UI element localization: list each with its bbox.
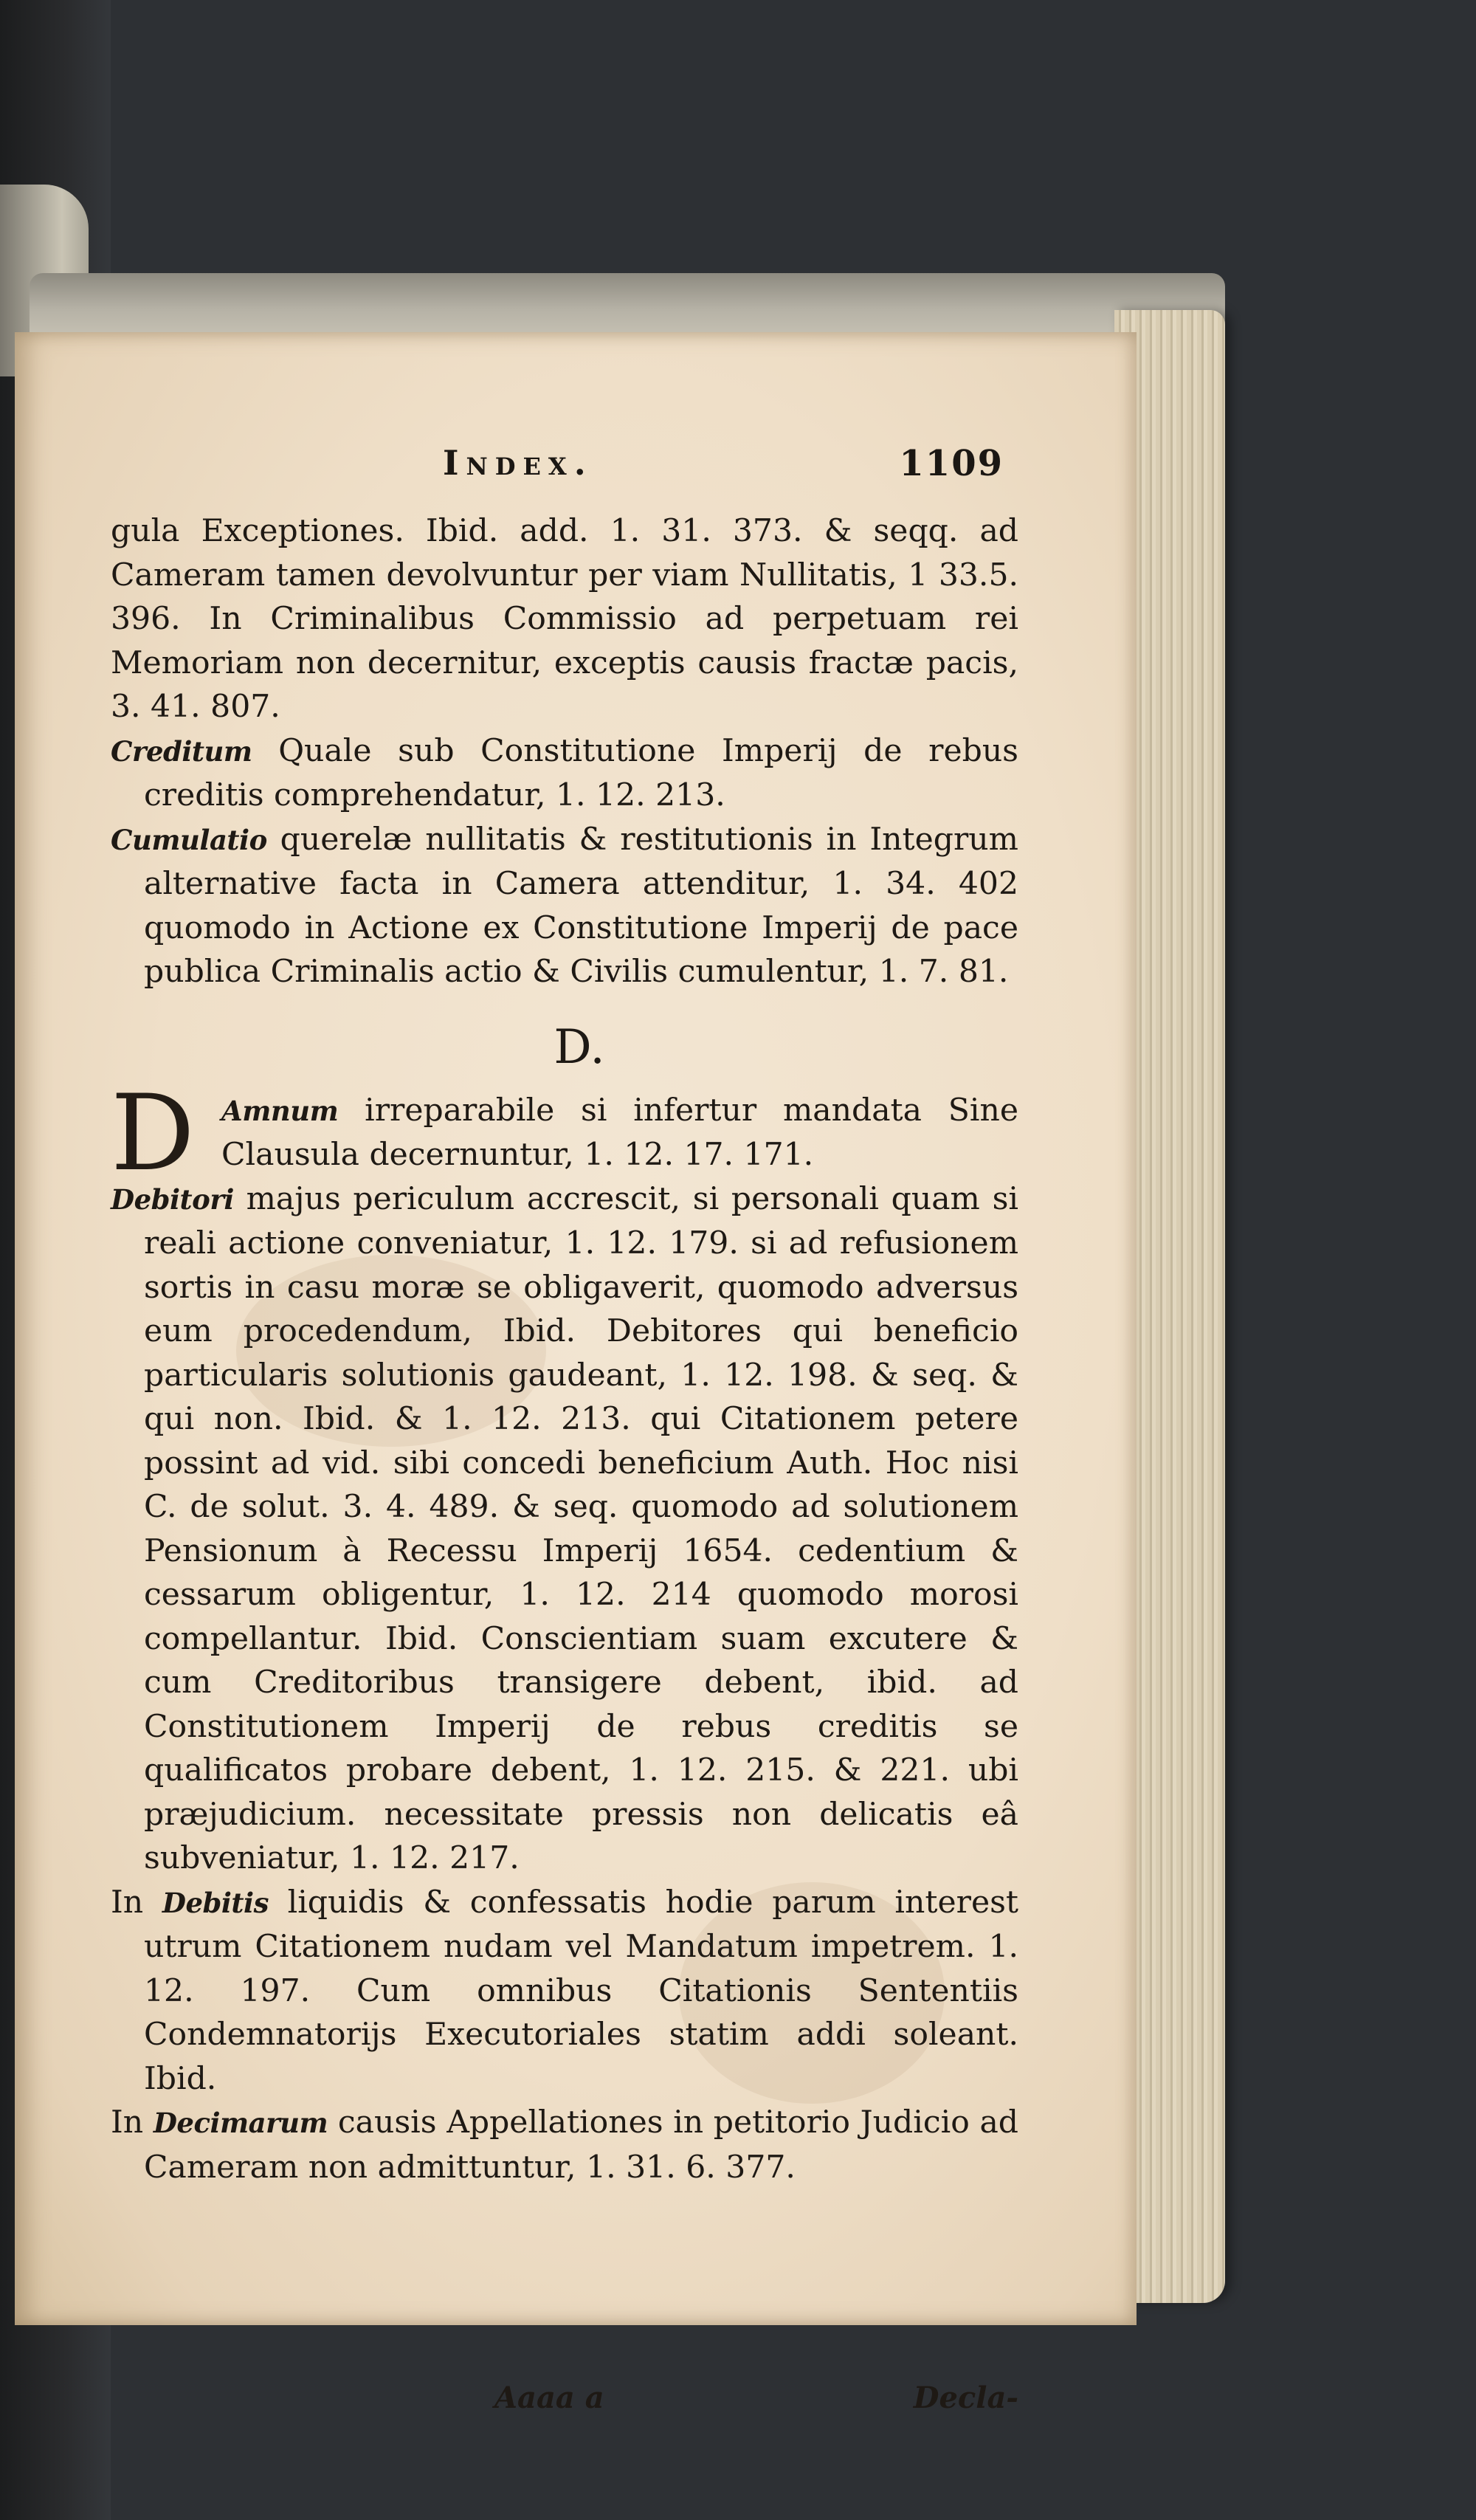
- entry-prefix: In: [111, 2104, 144, 2141]
- entry-lemma: Debitori: [111, 1182, 234, 1216]
- index-entry: [111, 729, 1018, 818]
- entry-lemma: Creditum: [111, 734, 252, 768]
- section-letter: D.: [554, 1019, 605, 1075]
- running-title: Index.: [443, 443, 593, 483]
- entry-text: irreparabile si infertur mandata Sine Clausula decernuntur, 1. 12. 17. 171.: [221, 1092, 1018, 1173]
- entry-lemma: Cumulatio: [111, 823, 267, 856]
- entry-prefix: In: [111, 1884, 144, 1921]
- index-entry: [111, 1072, 1018, 1194]
- index-entry: [111, 1177, 1018, 1881]
- signature-mark: Aaaa a: [494, 2380, 604, 2415]
- entry-lemma: Debitis: [162, 1886, 269, 1919]
- entry-text: liquidis & confessatis hodie parum interest utrum Citationem nudam vel Mandatum impetrem. 1. 12. 197. Cum omnibus Citationis Sententiis Condemnatorijs Executoriales statim addi soleant. Ibid.: [144, 1884, 1018, 2097]
- index-entries: [111, 509, 1018, 2189]
- entry-text: querelæ nullitatis & restitutionis in Integrum alternative facta in Camera attenditur, 1. 34. 402 quomodo in Actione ex Constitutione Imperij de pace publica Criminalis actio & Civilis cumulentur, 1. 7. 81.: [144, 821, 1018, 990]
- running-head: [111, 443, 1004, 495]
- entry-text: majus periculum accrescit, si personali quam si reali actione conveniatur, 1. 12. 179. si ad refusionem sortis in casu moræ se obligaverit, quomodo adversus eum procedendum, Ibid. Debitores qui beneficio particularis solutionis gaudeant, 1. 12. 198. & seq. & qui non. Ibid. & 1. 12. 213. qui Citationem petere possint ad vid. sibi concedi beneficium Auth. Hoc nisi C. de solut. 3. 4. 489. & seq. quomodo ad solutionem Pensionum à Recessu Imperij 1654. cedentium & cessarum obligentur, 1. 12. 214 quomodo morosi compellantur. Ibid. Conscientiam suam excutere & cum Creditoribus transigere debent, ibid. ad Constitutionem Imperij de rebus creditis se qualificatos probare debent, 1. 12. 215. & 221. ubi præjudicium. necessitate pressis non delicatis eâ subveniatur, 1. 12. 217.: [144, 1180, 1018, 1876]
- entry-text: gula Exceptiones. Ibid. add. 1. 31. 373. & seqq. ad Cameram tamen devolvuntur per viam Nullitatis, 1 33.5. 396. In Criminalibus Commissio ad perpetuam rei Memoriam non decernitur, exceptis causis fractæ pacis, 3. 41. 807.: [111, 513, 1018, 725]
- entry-lemma: Amnum: [221, 1094, 339, 1127]
- entry-lemma: Decimarum: [153, 2107, 328, 2139]
- entry-text: Quale sub Constitutione Imperij de rebus creditis comprehendatur, 1. 12. 213.: [144, 732, 1018, 813]
- book-page: [15, 332, 1137, 2415]
- index-entry: [111, 2101, 1018, 2189]
- entry-text: causis Appellationes in petitorio Judicio ad Cameram non admittuntur, 1. 31. 6. 377.: [144, 2104, 1018, 2186]
- catchline: [111, 2380, 1018, 2425]
- index-entry: [111, 509, 1018, 729]
- index-entry: [111, 1881, 1018, 2101]
- drop-cap: D: [111, 1072, 195, 1194]
- page-number: 1109: [899, 443, 1004, 484]
- index-entry: [111, 818, 1018, 994]
- catchword: Decla-: [913, 2380, 1018, 2415]
